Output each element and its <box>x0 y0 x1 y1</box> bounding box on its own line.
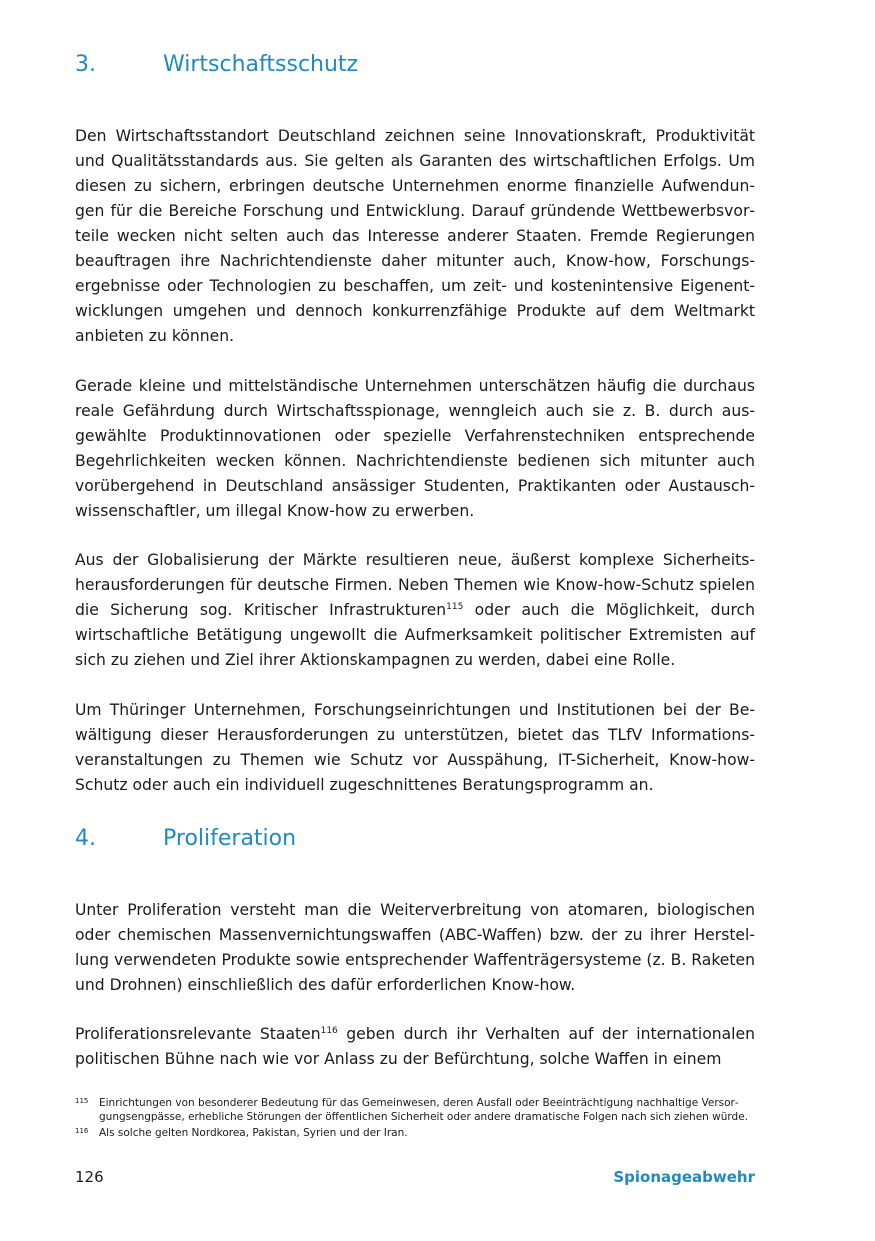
footnote-115 <box>75 1096 755 1124</box>
footnote-ref-116[interactable]: 116 <box>320 1026 338 1036</box>
footnote-text: Als solche gelten Nordkorea, Pakistan, Syrien und der Iran. <box>99 1127 408 1139</box>
section-3-paragraph-1: Den Wirtschaftsstandort Deutschland zeichnen seine Innovationskraft, Produktivität und Qualitätsstandards aus. Sie gelten als Garanten des wirtschaftlichen Erfolgs. Um diesen zu sichern, erbringen deutsche Unternehmen enorme finanzielle Aufwendungen für die Bereiche Forschung und Entwicklung. Darauf gründende Wettbewerbsvorteile wecken nicht selten auch das Interesse anderer Staaten. Fremde Regierungen beauftragen ihre Nachrichtendienste daher mitunter auch, Know-how, Forschungsergebnisse oder Technologien zu beschaffen, um zeit- und kostenintensive Eigenentwicklungen umgehen und dennoch konkurrenzfähige Produkte auf dem Weltmarkt anbieten zu können. <box>75 127 755 345</box>
running-footer-section: Spionageabwehr <box>613 1168 755 1186</box>
section-4-heading <box>75 826 296 851</box>
footnote-ref-115[interactable]: 115 <box>446 602 464 612</box>
section-4-number: 4. <box>75 826 96 851</box>
section-3-heading <box>75 52 358 77</box>
footnote-text: Einrichtungen von besonderer Bedeutung für das Gemeinwesen, deren Ausfall oder Beeinträchtigung nachhaltige Versorgungsengpässe, erhebliche Störungen der öffentlichen Sicherheit oder andere dramatische Folgen nach sich ziehen würde. <box>99 1097 748 1123</box>
page-number: 126 <box>75 1168 104 1186</box>
section-3-paragraph-3: Aus der Globalisierung der Märkte resultieren neue, äußerst komplexe Sicherheitsherausforderungen für deutsche Firmen. Neben Themen wie Know-how-Schutz spielen die Sicherung sog. Kritischer Infrastrukturen$^{115}$ oder auch die Möglichkeit, durch wirtschaftliche Betätigung ungewollt die Aufmerksamkeit politischer Extremisten auf sich zu ziehen und Ziel ihrer Aktionskampagnen zu werden, dabei eine Rolle. <box>75 551 755 669</box>
section-4-title: Proliferation <box>163 826 297 851</box>
section-4-paragraph-2: Proliferationsrelevante Staaten$^{116}$ geben durch ihr Verhalten auf der internationalen politischen Bühne nach wie vor Anlass zu der Befürchtung, solche Waffen in einem <box>75 1025 755 1068</box>
section-3-number: 3. <box>75 52 96 77</box>
footnote-number: 115 <box>75 1097 89 1105</box>
section-4-paragraph-1: Unter Proliferation versteht man die Weiterverbreitung von atomaren, biologischen oder chemischen Massenvernichtungswaffen (ABC-Waffen) bzw. der zu ihrer Herstellung verwendeten Produkte sowie entsprechender Waffenträgersysteme (z. B. Raketen und Drohnen) einschließlich des dafür erforderlichen Know-how. <box>75 901 755 994</box>
footnote-number: 116 <box>75 1127 89 1135</box>
section-3-paragraph-2: Gerade kleine und mittelständische Unternehmen unterschätzen häufig die durchaus reale Gefährdung durch Wirtschaftsspionage, wenngleich auch sie z. B. durch ausgewählte Produktinnovationen oder spezielle Verfahrenstechniken entsprechende Begehrlichkeiten wecken können. Nachrichtendienste bedienen sich mitunter auch vorübergehend in Deutschland ansässiger Studenten, Praktikanten oder Austauschwissenschaftler, um illegal Know-how zu erwerben. <box>75 377 755 520</box>
footnote-116 <box>75 1126 755 1140</box>
section-3-title: Wirtschaftsschutz <box>163 52 359 77</box>
section-3-paragraph-4: Um Thüringer Unternehmen, Forschungseinrichtungen und Institutionen bei der Bewältigung dieser Herausforderungen zu unterstützen, bietet das TLfV Informationsveranstaltungen zu Themen wie Schutz vor Ausspähung, IT-Sicherheit, Know-how-Schutz oder auch ein individuell zugeschnittenes Beratungsprogramm an. <box>75 701 755 794</box>
